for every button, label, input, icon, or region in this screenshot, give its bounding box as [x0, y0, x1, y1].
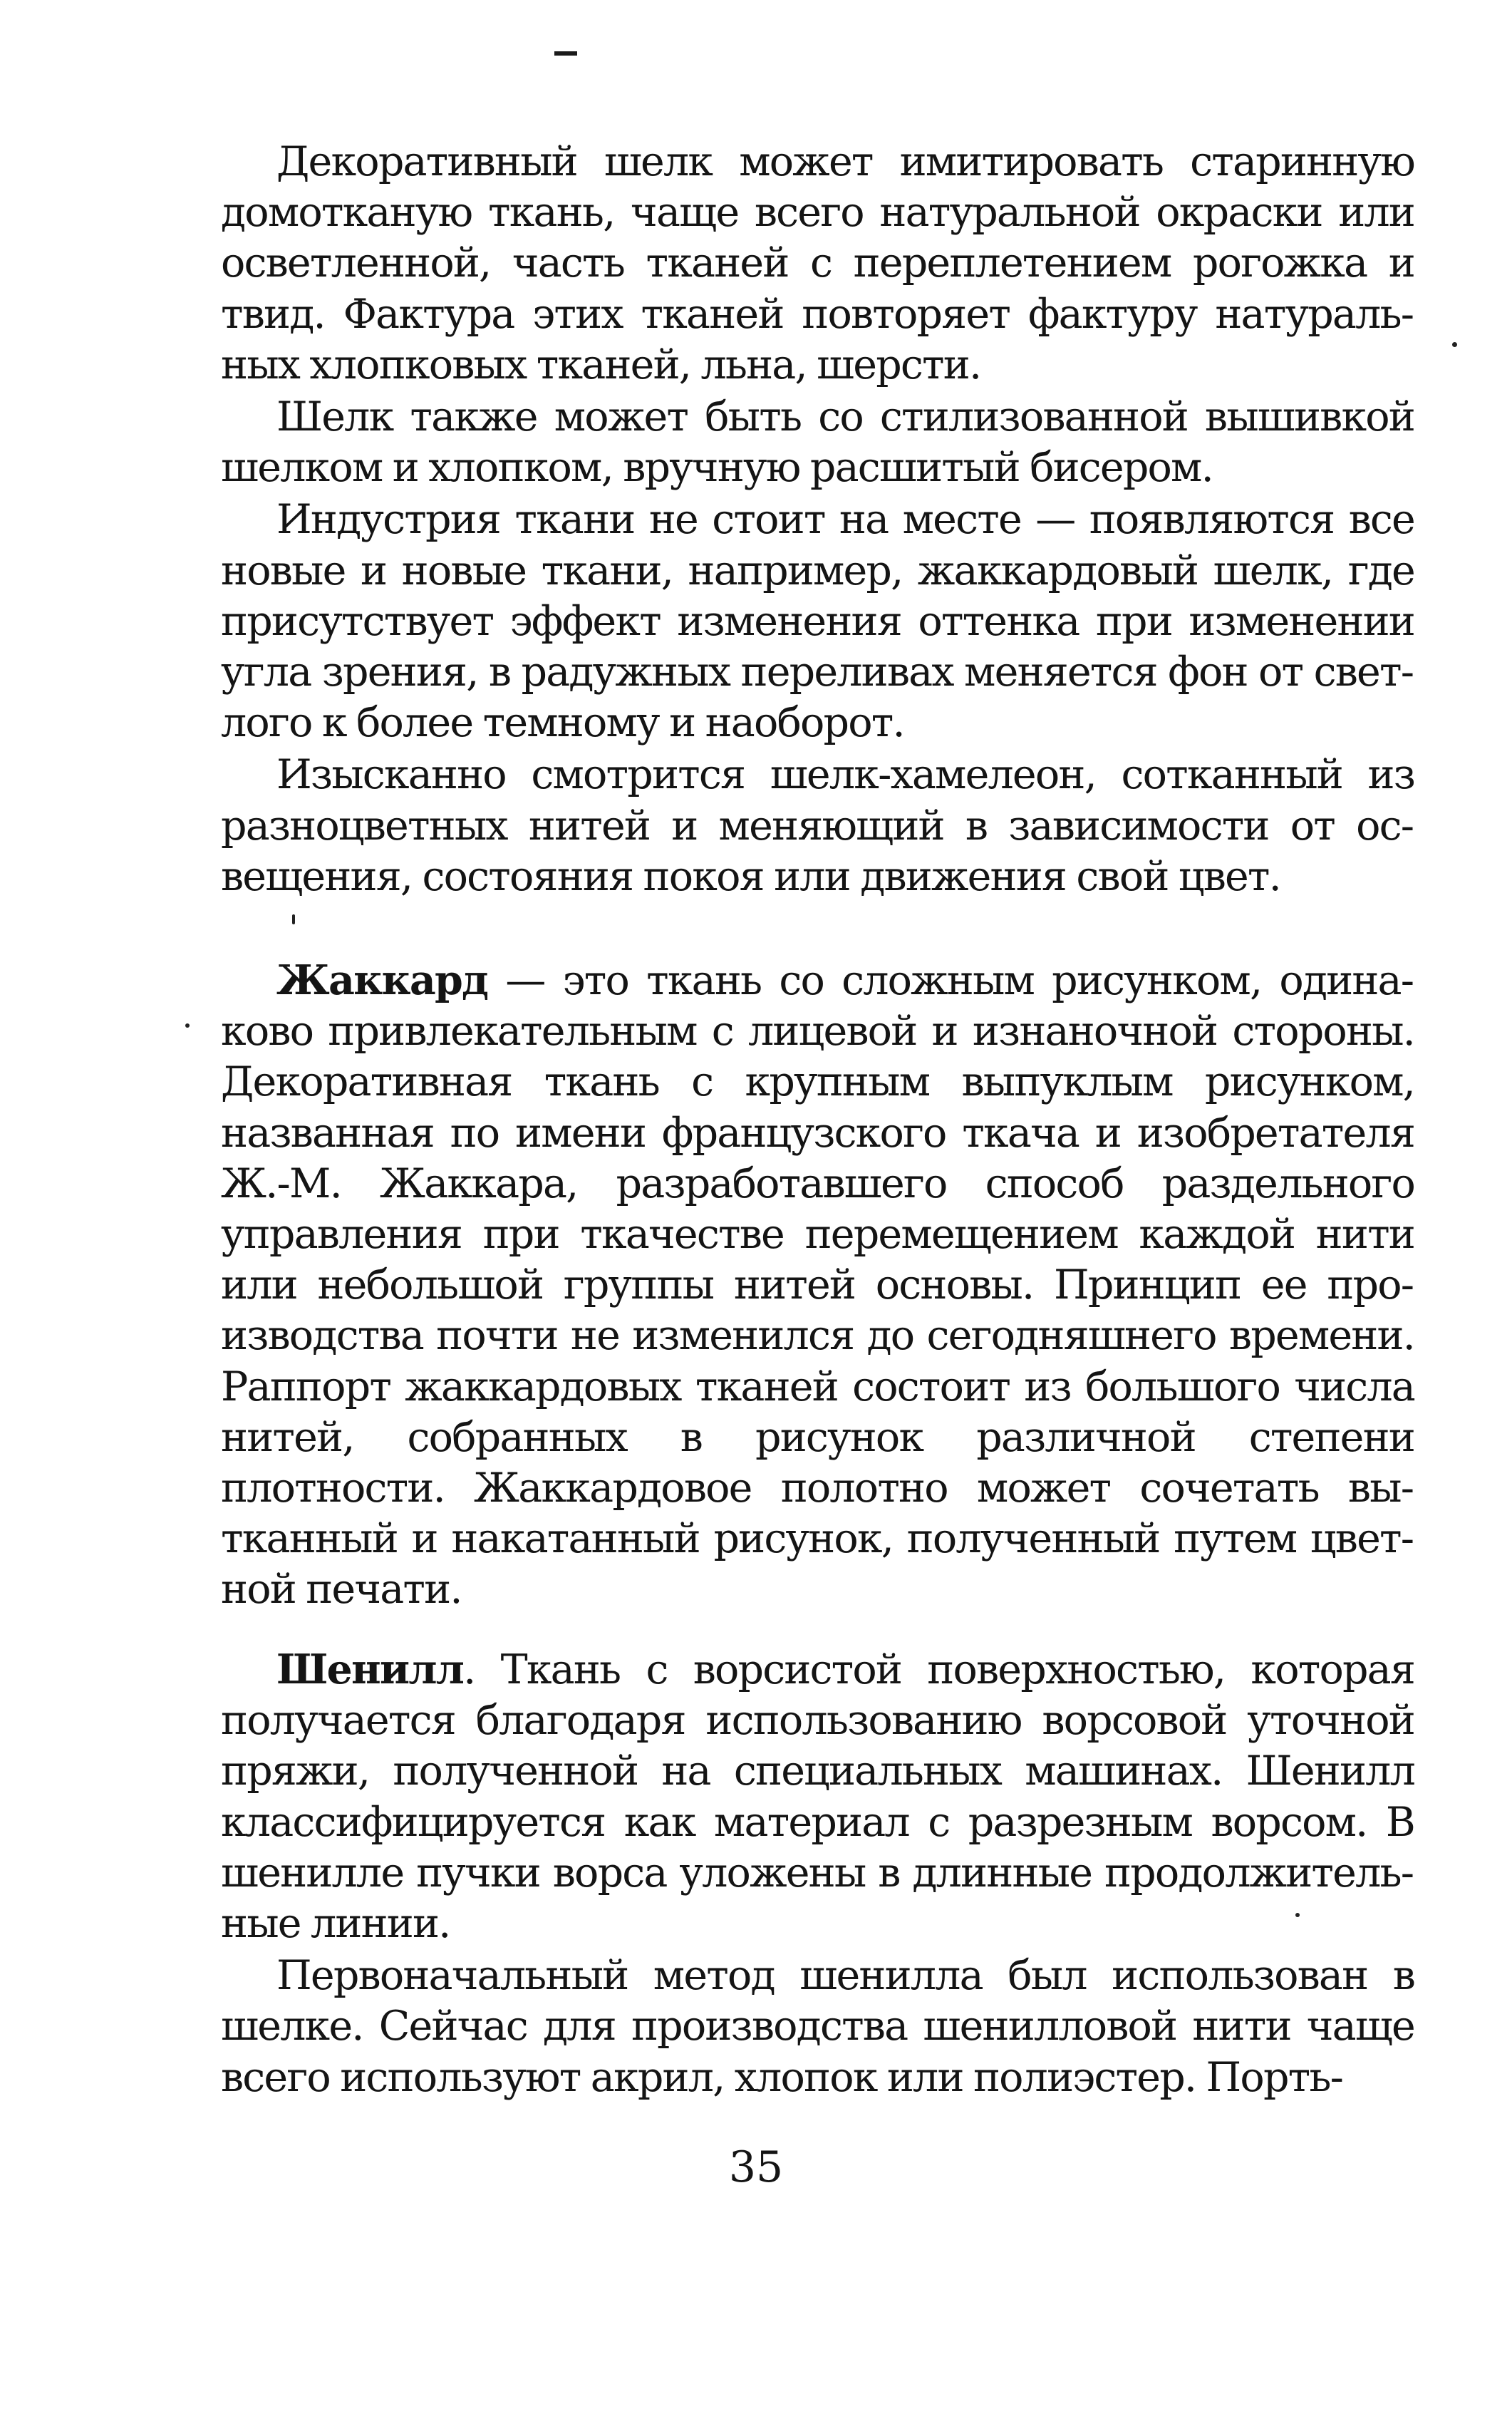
chenille-section — [221, 1644, 1414, 2103]
silk-paragraph-4: Изысканно смотрится шелк-хамелеон, сотканный из разноцветных нитей и меняющий в зависимости от освещения, состояния покоя или движения свой цвет. — [221, 751, 1414, 900]
chenille-term: Шенилл — [276, 1646, 464, 1693]
scan-speck — [292, 914, 295, 924]
chenille-paragraph-2: Первоначальный метод шенилла был использован в шелке. Сейчас для производства шенилловой нити чаще всего используют акрил, хлопок или полиэстер. Порть- — [221, 1952, 1414, 2101]
jacquard-term: Жаккард — [276, 956, 488, 1004]
page-number: 35 — [728, 2142, 784, 2192]
scan-speck — [1295, 1913, 1300, 1917]
chenille-paragraph-1 — [221, 1644, 1414, 1949]
jacquard-paragraph — [221, 955, 1414, 1616]
chenille-definition: . Ткань с ворсистой поверхностью, которая получается благодаря использованию ворсовой уточной пряжи, полученной на специальных машинах. Шенилл классифицируется как материал с разрезным ворсом. В шенилле пучки ворса уложены в длинные продолжительные линии. — [221, 1646, 1414, 1948]
scan-mark — [554, 51, 577, 56]
silk-paragraph-2: Шелк также может быть со стилизованной вышивкой шелком и хлопком, вручную расшитый бисером. — [221, 393, 1414, 492]
scan-speck — [185, 1023, 190, 1028]
jacquard-section — [221, 955, 1414, 1616]
scan-speck — [1452, 342, 1457, 347]
silk-paragraph-1: Декоративный шелк может имитировать старинную домотканую ткань, чаще всего натуральной окраски или осветленной, часть тканей с переплетением рогожка и твид. Фактура этих тканей повторяет фактуру натуральных хлопковых тканей, льна, шерсти. — [221, 138, 1414, 388]
jacquard-definition: — это ткань со сложным рисунком, одинаково привлекательным с лицевой и изнаночной стороны. Декоративная ткань с крупным выпуклым рисунком, названная по имени французского ткача и изобретателя Ж.-М. Жаккара, разработавшего способ раздельного управления при ткачестве перемещением каждой нити или небольшой группы нитей основы. Принцип ее производства почти не изменился до сегодняшнего времени. Раппорт жаккардовых тканей состоит из большого числа нитей, собранных в рисунок различной степени плотности. Жаккардовое полотно может сочетать вытканный и накатанный рисунок, полученный путем цветной печати. — [221, 957, 1414, 1614]
silk-paragraph-3: Индустрия ткани не стоит на месте — появляются все новые и новые ткани, например, жаккардовый шелк, где присутствует эффект изменения оттенка при изменении угла зрения, в радужных переливах меняется фон от светлого к более темному и наоборот. — [221, 496, 1414, 747]
silk-section — [221, 137, 1414, 902]
